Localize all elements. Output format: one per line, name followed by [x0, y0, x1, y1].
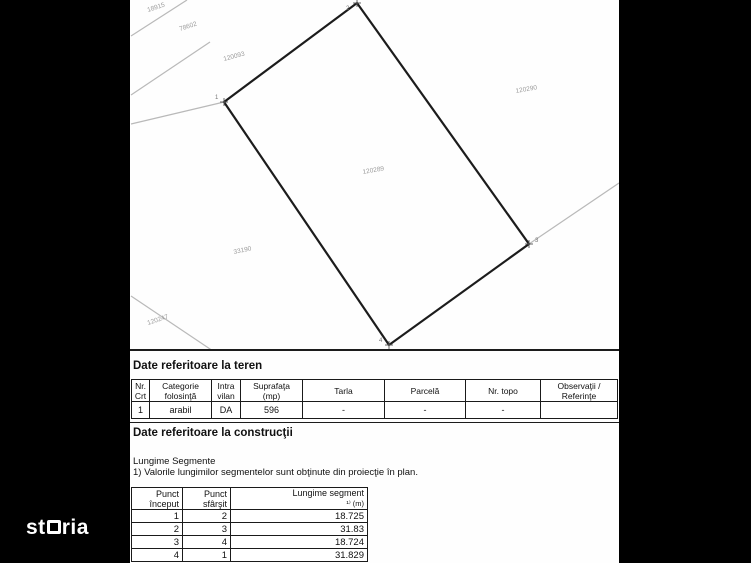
- parcel-number-label: 120247: [146, 313, 170, 327]
- parcel-number-label: 120289: [362, 165, 385, 176]
- teren-section-title: Date referitoare la teren: [133, 360, 263, 372]
- parcel-number-label: 120290: [515, 84, 538, 95]
- cell-nr-topo: -: [466, 402, 541, 419]
- parcel-number-label: 78602: [178, 20, 198, 33]
- storia-logo-o-icon: [47, 520, 61, 534]
- cell-nr: 1: [132, 402, 150, 419]
- cell-punct-inceput: 2: [132, 523, 183, 536]
- vertex-tick-marks: [220, 0, 533, 349]
- cell-punct-sfarsit: 2: [183, 510, 231, 523]
- storia-watermark-text: ria: [61, 516, 89, 539]
- table-row: [132, 402, 618, 419]
- teren-section-bottom-line: [130, 422, 619, 423]
- cell-lungime: 31.83: [231, 523, 368, 536]
- table-row: [132, 536, 368, 549]
- cell-punct-inceput: 4: [132, 549, 183, 562]
- vertex-point-label: 2: [346, 6, 350, 12]
- cell-observatii: [541, 402, 618, 419]
- cell-categorie: arabil: [150, 402, 212, 419]
- col-header-nr-topo: Nr. topo: [466, 380, 541, 402]
- cell-punct-inceput: 1: [132, 510, 183, 523]
- cell-lungime: 18.725: [231, 510, 368, 523]
- col-header-categorie: Categorie folosinţă: [150, 380, 212, 402]
- storia-watermark: [26, 516, 89, 540]
- parcel-outline: [224, 3, 529, 345]
- col-header-intravilan: Intra vilan: [212, 380, 241, 402]
- cell-tarla: -: [303, 402, 385, 419]
- vertex-point-label: 1: [215, 95, 219, 101]
- col-header-punct-inceput: Punct început: [132, 488, 183, 510]
- col-header-nr-crt: Nr. Crt: [132, 380, 150, 402]
- col-header-punct-sfarsit: Punct sfârşit: [183, 488, 231, 510]
- cell-punct-sfarsit: 1: [183, 549, 231, 562]
- col-header-observatii: Observaţii / Referinţe: [541, 380, 618, 402]
- neighbour-boundary-lines: [131, 0, 619, 351]
- parcel-number-label: 18915: [146, 1, 166, 14]
- vertex-point-label: 3: [535, 238, 539, 244]
- cell-lungime: 18.724: [231, 536, 368, 549]
- table-row: [132, 549, 368, 562]
- cell-punct-inceput: 3: [132, 536, 183, 549]
- teren-table: [131, 379, 618, 419]
- plan-separator-line: [130, 349, 619, 351]
- vertex-point-label: 4: [379, 338, 383, 344]
- cell-intravilan: DA: [212, 402, 241, 419]
- parcel-number-label: 120093: [222, 50, 246, 63]
- col-header-suprafata: Suprafaţa (mp): [241, 380, 303, 402]
- segments-footnote: 1) Valorile lungimilor segmentelor sunt obţinute din proiecţie în plan.: [133, 467, 418, 478]
- cell-punct-sfarsit: 4: [183, 536, 231, 549]
- cadastral-plan: [130, 0, 619, 351]
- cell-lungime: 31.829: [231, 549, 368, 562]
- storia-watermark-text: st: [26, 516, 46, 539]
- cell-suprafata: 596: [241, 402, 303, 419]
- col-header-parcela: Parcelă: [385, 380, 466, 402]
- parcel-number-label: 33190: [232, 245, 253, 256]
- col-header-tarla: Tarla: [303, 380, 385, 402]
- col-header-lungime-segment: Lungime segment ¹⁾ (m): [231, 488, 368, 510]
- table-row: [132, 510, 368, 523]
- constructii-section-title: Date referitoare la construcţii: [133, 427, 293, 439]
- cell-punct-sfarsit: 3: [183, 523, 231, 536]
- table-row: [132, 523, 368, 536]
- segments-table: [131, 487, 368, 562]
- cell-parcela: -: [385, 402, 466, 419]
- segments-heading: Lungime Segmente: [133, 456, 216, 467]
